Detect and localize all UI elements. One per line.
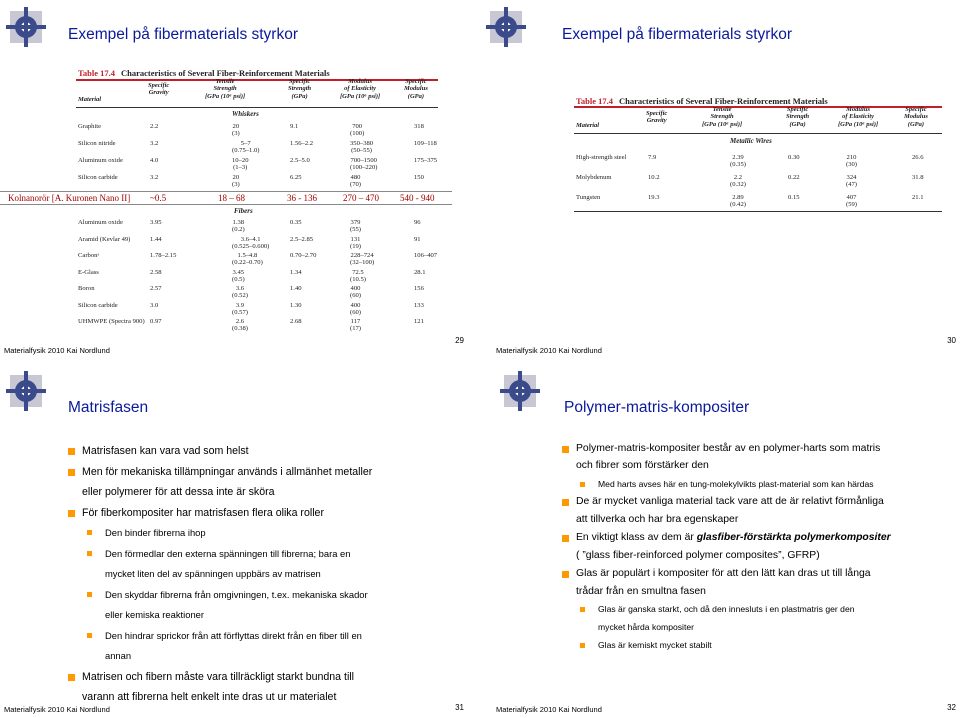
cell-specific-modulus: 28.1 — [414, 268, 426, 276]
list-item: Med harts avses här en tung-molekylvikts plast-material som kan härdas — [580, 479, 874, 489]
footer: Materialfysik 2010 Kai Nordlund — [4, 705, 110, 714]
cell-material: Silicon carbide — [78, 174, 118, 181]
section-fibers: Fibers — [234, 207, 253, 215]
cell-modulus: 131 (19) — [350, 235, 361, 250]
cell-modulus: 210 (30) — [846, 154, 857, 169]
cell-material: Kolnanorör [A. Kuronen Nano II] — [8, 193, 131, 203]
header-material: Material — [78, 96, 102, 103]
cell-material: Boron — [78, 285, 95, 292]
page-number: 32 — [947, 703, 956, 712]
square-bullet-icon — [68, 674, 75, 681]
cell-modulus: 379 (55) — [350, 219, 361, 234]
page-number: 30 — [947, 336, 956, 345]
header-modulus: Modulus of Elasticity [GPa (10⁶ psi)] — [838, 106, 879, 128]
cell-gravity: 2.57 — [150, 285, 162, 292]
cell-tensile: 1.38 (0.2) — [232, 219, 245, 234]
cell-material: Tungsten — [576, 194, 601, 201]
cell-material: Molybdenum — [576, 174, 612, 181]
cell-specific-modulus: 31.8 — [912, 174, 924, 181]
university-logo-icon — [484, 5, 528, 49]
square-bullet-icon — [87, 633, 92, 638]
header-specific-strength: Specific Strength (GPa) — [786, 106, 810, 128]
page-number: 31 — [455, 703, 464, 712]
list-item: Matrisfasen kan vara vad som helst — [68, 445, 249, 457]
cell-material: Aramid (Kevlar 49) — [78, 235, 131, 243]
cell-modulus: 407 (59) — [846, 194, 857, 209]
header-tensile: Tensile Strength [GPa (10⁶ psi)] — [702, 106, 743, 128]
header-specific-modulus: Specific Modulus (GPa) — [404, 78, 428, 100]
cell-specific-modulus: 318 — [414, 123, 424, 130]
square-bullet-icon — [87, 551, 92, 556]
square-bullet-icon — [580, 607, 585, 612]
header-gravity: Specific Gravity — [148, 82, 170, 97]
slide-title: Polymer-matris-kompositer — [564, 399, 750, 416]
square-bullet-icon — [68, 448, 75, 455]
cell-specific-modulus: 175–375 — [414, 157, 438, 164]
cell-material: Graphite — [78, 123, 102, 130]
cell-specific-modulus: 21.1 — [912, 194, 924, 201]
cell-material: E-Glass — [78, 268, 99, 276]
cell-modulus: 400 (60) — [350, 285, 361, 300]
cell-tensile: 3.6–4.1 (0.525–0.600) — [232, 235, 270, 250]
cell-gravity: 19.3 — [648, 194, 660, 201]
cell-material: Silicon carbide — [78, 301, 118, 309]
footer: Materialfysik 2010 Kai Nordlund — [4, 346, 110, 355]
cell-specific-strength: 9.1 — [290, 123, 299, 130]
cell-gravity: ~0.5 — [150, 193, 167, 203]
cell-specific-strength: 2.5–2.85 — [290, 235, 314, 243]
cell-material: Silicon nitride — [78, 140, 116, 147]
cell-modulus: 700 (100) — [350, 123, 365, 138]
cell-specific-modulus: 106–407 — [414, 252, 438, 259]
list-item: Glas är kemiskt mycket stabilt — [580, 640, 712, 650]
list-item: Den skyddar fibrerna från omgivningen, t.ex. mekaniska skador — [87, 589, 368, 600]
cell-specific-strength: 0.15 — [788, 194, 800, 201]
university-logo-icon — [498, 369, 542, 413]
cell-specific-modulus: 96 — [414, 219, 421, 226]
list-item: De är mycket vanliga material tack vare att de är relativt förmånliga — [562, 496, 884, 507]
list-item: En viktigt klass av dem är glasfiber-förstärkta polymerkompositer — [562, 532, 891, 543]
header-specific-modulus: Specific Modulus (GPa) — [904, 106, 928, 128]
square-bullet-icon — [562, 535, 569, 542]
list-item: Men för mekaniska tillämpningar används i allmänhet metaller — [68, 466, 372, 478]
cell-modulus: 400 (60) — [350, 301, 361, 316]
cell-tensile: 2.2 (0.32) — [730, 174, 746, 189]
square-bullet-icon — [580, 643, 585, 648]
cell-tensile: 2.39 (0.35) — [730, 154, 746, 169]
cell-gravity: 3.0 — [150, 301, 159, 309]
cell-tensile: 20 (3) — [232, 174, 240, 189]
list-item-continuation: att tillverka och har bra egenskaper — [576, 514, 739, 525]
cell-specific-modulus: 540 - 940 — [400, 193, 435, 203]
list-item: Den förmedlar den externa spänningen till fibrerna; bara en — [87, 548, 350, 559]
square-bullet-icon — [562, 571, 569, 578]
cell-specific-modulus: 121 — [414, 318, 424, 325]
cell-tensile: 3.45 (0.5) — [232, 268, 245, 283]
cell-tensile: 2.6 (0.38) — [232, 318, 248, 333]
list-item: Den binder fibrerna ihop — [87, 527, 206, 538]
slide-title: Matrisfasen — [68, 399, 149, 416]
cell-modulus: 72.5 (10.5) — [350, 268, 366, 283]
footer: Materialfysik 2010 Kai Nordlund — [496, 346, 602, 355]
list-item: För fiberkompositer har matrisfasen flera olika roller — [68, 507, 324, 519]
cell-specific-strength: 1.34 — [290, 268, 302, 276]
square-bullet-icon — [68, 469, 75, 476]
list-item-continuation: varann att fibrerna helt enkelt inte dras ut ur materialet — [82, 691, 337, 703]
cell-modulus: 324 (47) — [846, 174, 857, 189]
cell-tensile: 20 (3) — [232, 123, 240, 138]
cell-specific-strength: 1.30 — [290, 301, 302, 309]
cell-specific-strength: 0.30 — [788, 154, 800, 161]
cell-gravity: 3.2 — [150, 140, 159, 147]
cell-specific-modulus: 91 — [414, 235, 421, 243]
cell-specific-strength: 0.70–2.70 — [290, 252, 317, 259]
table-title: Table 17.4 Characteristics of Several Fiber-Reinforcement Materials — [576, 96, 828, 106]
slide-title: Exempel på fibermaterials styrkor — [562, 26, 792, 43]
list-item-continuation: trådar från en smultna fasen — [576, 586, 706, 597]
cell-tensile: 10–20 (1–3) — [232, 157, 249, 172]
slide-31 — [0, 359, 480, 718]
cell-modulus: 270 – 470 — [343, 193, 379, 203]
cell-gravity: 0.97 — [150, 318, 162, 325]
cell-specific-strength: 1.40 — [290, 285, 302, 292]
cell-tensile: 1.5–4.8 (0.22–0.70) — [232, 252, 263, 267]
cell-specific-modulus: 150 — [414, 174, 424, 181]
cell-gravity: 7.9 — [648, 154, 657, 161]
cell-tensile: 3.9 (0.57) — [232, 301, 248, 316]
cell-gravity: 2.58 — [150, 268, 162, 276]
cell-modulus: 350–380 (50–55) — [350, 140, 374, 155]
slide-29 — [0, 0, 480, 359]
list-item-continuation: och fibrer som förstärker den — [576, 460, 709, 471]
cell-tensile: 2.89 (0.42) — [730, 194, 746, 209]
cell-gravity: 10.2 — [648, 174, 660, 181]
section-metallic-wires: Metallic Wires — [730, 137, 772, 145]
cell-gravity: 1.78–2.15 — [150, 252, 177, 259]
section-whiskers: Whiskers — [232, 110, 259, 118]
list-item-continuation: annan — [105, 650, 132, 661]
header-tensile: Tensile Strength [GPa (10⁶ psi)] — [205, 78, 246, 100]
square-bullet-icon — [580, 482, 585, 487]
cell-specific-strength: 2.5–5.0 — [290, 157, 310, 164]
square-bullet-icon — [68, 510, 75, 517]
cell-tensile: 3.6 (0.52) — [232, 285, 248, 300]
cell-specific-strength: 0.35 — [290, 219, 302, 226]
cell-specific-strength: 1.56–2.2 — [290, 140, 314, 147]
cell-specific-modulus: 109–118 — [414, 140, 437, 147]
list-item: Den hindrar sprickor från att förflyttas direkt från en fiber till en — [87, 630, 362, 641]
cell-material: Aluminum oxide — [78, 219, 123, 226]
university-logo-icon — [4, 5, 48, 49]
cell-specific-strength: 36 - 136 — [287, 193, 317, 203]
cell-modulus: 480 (70) — [350, 174, 361, 189]
header-specific-strength: Specific Strength (GPa) — [288, 78, 312, 100]
cell-material: Aluminum oxide — [78, 157, 123, 164]
list-item: Matrisen och fibern måste vara tillräckligt starkt bundna till — [68, 671, 354, 683]
cell-material: Carbonᵃ — [78, 252, 100, 259]
square-bullet-icon — [562, 499, 569, 506]
table-title: Table 17.4 Characteristics of Several Fiber-Reinforcement Materials — [78, 68, 330, 78]
footer: Materialfysik 2010 Kai Nordlund — [496, 705, 602, 714]
list-item-continuation: mycket liten del av spänningen uppbärs av matrisen — [105, 568, 321, 579]
cell-specific-modulus: 133 — [414, 301, 424, 309]
cell-material: UHMWPE (Spectra 900) — [78, 318, 145, 325]
cell-specific-modulus: 26.6 — [912, 154, 924, 161]
cell-specific-strength: 2.68 — [290, 318, 302, 325]
cell-tensile: 5–7 (0.75–1.0) — [232, 140, 260, 155]
cell-gravity: 4.0 — [150, 157, 159, 164]
header-gravity: Specific Gravity — [646, 110, 668, 125]
cell-modulus: 228–724 (32–100) — [350, 252, 375, 267]
cell-modulus: 117 (17) — [350, 318, 361, 333]
list-item-continuation: ( ”glass fiber-reinforced polymer composites”, GFRP) — [576, 550, 820, 561]
cell-specific-modulus: 156 — [414, 285, 424, 292]
slide-30 — [480, 0, 960, 359]
square-bullet-icon — [562, 446, 569, 453]
university-logo-icon — [4, 369, 48, 413]
list-item-continuation: eller kemiska reaktioner — [105, 609, 204, 620]
cell-material: High-strength steel — [576, 154, 627, 161]
square-bullet-icon — [87, 530, 92, 535]
list-item-continuation: eller polymerer för att dessa inte är sköra — [82, 486, 275, 498]
cell-specific-strength: 6.25 — [290, 174, 302, 181]
cell-gravity: 3.2 — [150, 174, 159, 181]
list-item: Glas är ganska starkt, och då den innesluts i en plastmatris ger den — [580, 604, 855, 614]
cell-tensile: 18 – 68 — [218, 193, 245, 203]
cell-gravity: 1.44 — [150, 235, 162, 243]
cell-modulus: 700–1500 (100–220) — [350, 157, 378, 172]
list-item: Polymer-matris-kompositer består av en polymer-harts som matris — [562, 443, 880, 454]
cell-specific-strength: 0.22 — [788, 174, 800, 181]
page-number: 29 — [455, 336, 464, 345]
slide-32 — [480, 359, 960, 718]
cell-gravity: 3.95 — [150, 219, 162, 226]
cell-gravity: 2.2 — [150, 123, 159, 130]
list-item-continuation: mycket hårda kompositer — [598, 622, 695, 632]
header-modulus: Modulus of Elasticity [GPa (10⁶ psi)] — [340, 78, 381, 100]
slide-title: Exempel på fibermaterials styrkor — [68, 26, 298, 43]
list-item: Glas är populärt i kompositer för att den lätt kan dras ut till långa — [562, 568, 871, 579]
square-bullet-icon — [87, 592, 92, 597]
header-material: Material — [576, 122, 600, 129]
